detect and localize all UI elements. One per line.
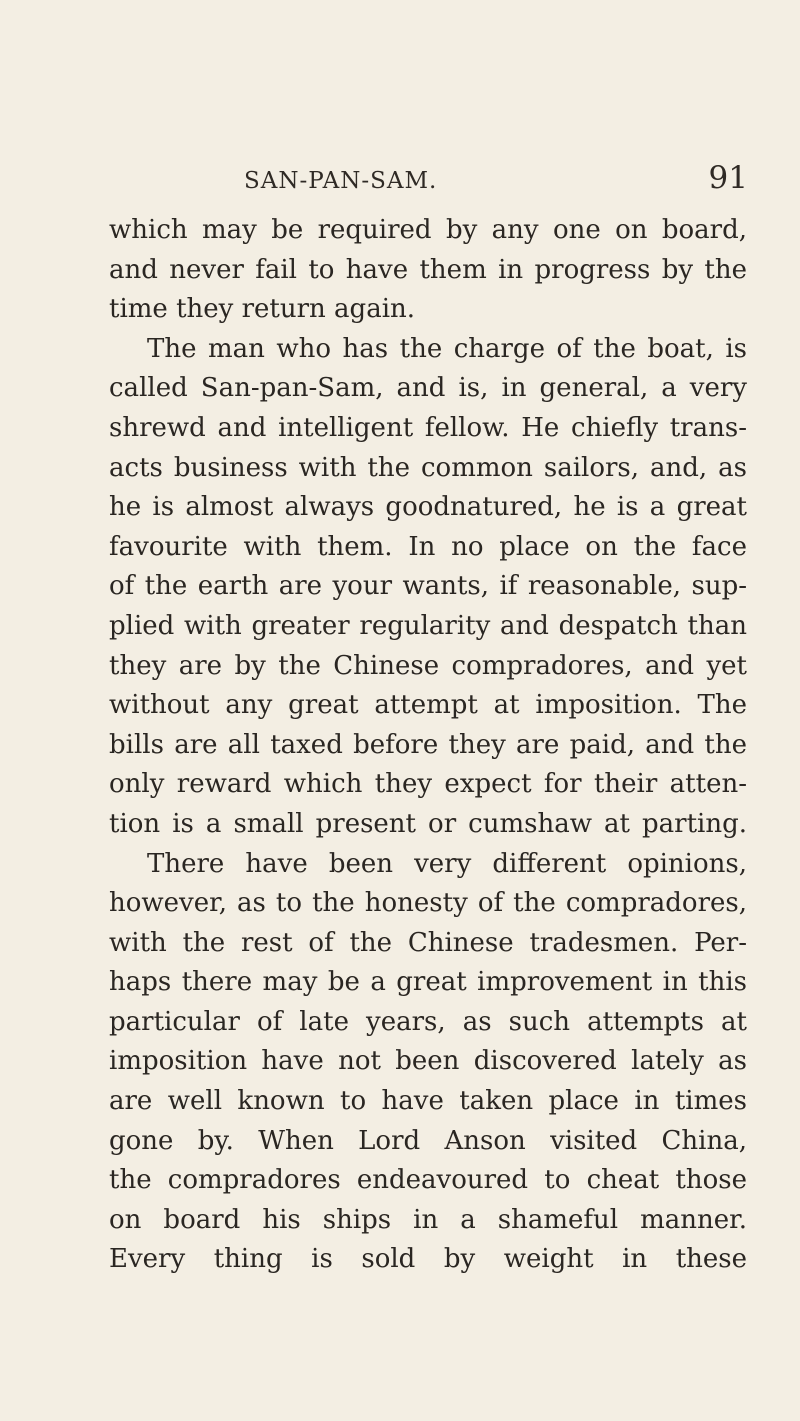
- text-line: called San-pan-Sam, and is, in general, a very: [109, 373, 747, 404]
- text-line: the compradores endeavoured to cheat those: [109, 1165, 747, 1196]
- text-line: however, as to the honesty of the compradores,: [109, 888, 747, 919]
- text-line: they are by the Chinese compradores, and yet: [109, 650, 747, 681]
- text-line: The man who has the charge of the boat, is: [147, 333, 747, 364]
- text-line: tion is a small present or cumshaw at parting.: [109, 808, 747, 839]
- text-line: and never fail to have them in progress by the: [109, 254, 747, 285]
- text-line: haps there may be a great improvement in this: [109, 967, 747, 998]
- text-line: imposition have not been discovered lately as: [109, 1046, 747, 1077]
- text-line: particular of late years, as such attempts at: [109, 1006, 747, 1037]
- text-line: time they return again.: [109, 294, 416, 325]
- text-line: of the earth are your wants, if reasonable, sup-: [109, 571, 747, 602]
- text-line: acts business with the common sailors, and, as: [109, 452, 747, 483]
- text-line: with the rest of the Chinese tradesmen. Per-: [109, 927, 747, 958]
- text-line: only reward which they expect for their atten-: [109, 769, 747, 800]
- text-line: gone by. When Lord Anson visited China,: [109, 1125, 747, 1156]
- text-line: plied with greater regularity and despatch than: [109, 610, 747, 641]
- text-line: shrewd and intelligent fellow. He chiefly trans-: [109, 412, 747, 443]
- text-line: Every thing is sold by weight in these: [109, 1244, 747, 1275]
- text-line: without any great attempt at imposition. The: [109, 690, 747, 721]
- text-line: on board his ships in a shameful manner.: [109, 1204, 747, 1235]
- page-number: 91: [708, 160, 748, 196]
- body-text: [109, 211, 747, 1280]
- text-line: he is almost always goodnatured, he is a great: [109, 492, 747, 523]
- text-line: favourite with them. In no place on the face: [109, 531, 747, 562]
- text-line: are well known to have taken place in times: [109, 1086, 747, 1117]
- text-line: bills are all taxed before they are paid, and the: [109, 729, 747, 760]
- text-line: which may be required by any one on board,: [109, 215, 747, 245]
- running-head: SAN-PAN-SAM.: [244, 168, 438, 194]
- text-line: There have been very different opinions,: [147, 848, 747, 879]
